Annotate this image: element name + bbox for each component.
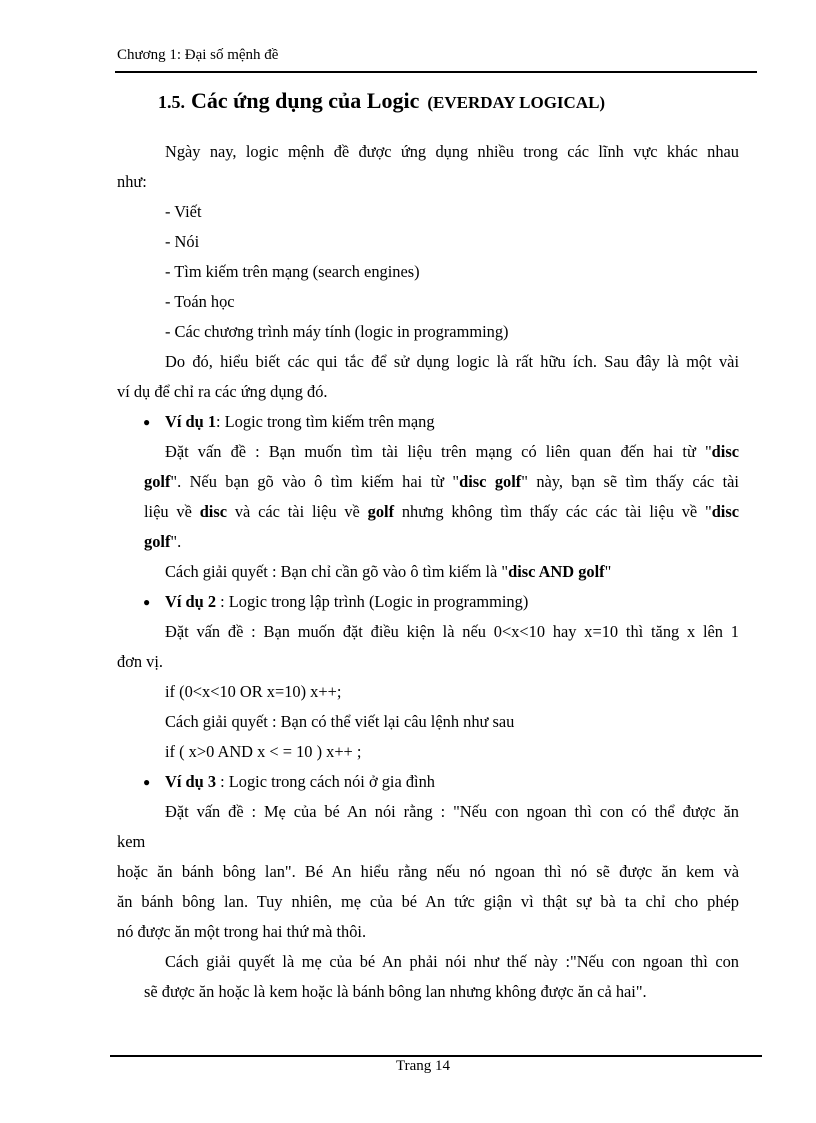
page-header: Chương 1: Đại số mệnh đề — [117, 47, 279, 63]
footer-rule — [110, 1055, 762, 1057]
paragraph-line: liệu về disc và các tài liệu về golf nhưng không tìm thấy các các tài liệu về "disc — [144, 502, 740, 521]
example-label: Ví dụ 1 — [165, 412, 217, 431]
example-title: : Logic trong cách nói ở gia đình — [216, 772, 435, 791]
example-title: : Logic trong lập trình (Logic in programming) — [216, 592, 529, 611]
paragraph-line: Đặt vấn đề : Mẹ của bé An nói rằng : "Nếu con ngoan thì con có thể được ăn — [165, 802, 739, 821]
solution-line: Cách giải quyết : Bạn có thể viết lại câu lệnh như sau — [165, 712, 515, 731]
intro-paragraph-line: Ngày nay, logic mệnh đề được ứng dụng nhiều trong các lĩnh vực khác nhau — [165, 142, 739, 161]
example-3-heading — [117, 767, 739, 797]
example-title: : Logic trong tìm kiếm trên mạng — [216, 412, 435, 431]
paragraph-line: golf". Nếu bạn gõ vào ô tìm kiếm hai từ "disc golf" này, bạn sẽ tìm thấy các tài — [144, 472, 739, 491]
section-heading — [158, 88, 605, 114]
example-1-heading — [117, 407, 739, 437]
section-subtitle: (EVERDAY LOGICAL) — [427, 93, 606, 112]
list-item: - Viết — [165, 202, 202, 221]
bullet-icon: ● — [143, 415, 151, 429]
code-line: if ( x>0 AND x < = 10 ) x++ ; — [165, 742, 362, 761]
paragraph-line: Đặt vấn đề : Bạn muốn tìm tài liệu trên mạng có liên quan đến hai từ "disc — [165, 442, 739, 461]
code-line: if (0<x<10 OR x=10) x++; — [165, 682, 342, 701]
paragraph-line: Do đó, hiểu biết các qui tắc để sử dụng logic là rất hữu ích. Sau đây là một vài — [165, 352, 739, 371]
solution-line: Cách giải quyết : Bạn chỉ cần gõ vào ô tìm kiếm là "disc AND golf" — [165, 562, 612, 581]
paragraph-line: Đặt vấn đề : Bạn muốn đặt điều kiện là nếu 0<x<10 hay x=10 thì tăng x lên 1 — [165, 622, 739, 641]
example-label: Ví dụ 2 — [165, 592, 217, 611]
paragraph-line: ví dụ để chỉ ra các ứng dụng đó. — [117, 382, 328, 401]
header-rule — [115, 71, 757, 73]
list-item: - Các chương trình máy tính (logic in programming) — [165, 322, 509, 341]
paragraph-line: nó được ăn một trong hai thứ mà thôi. — [117, 922, 367, 941]
paragraph-line: kem — [117, 832, 146, 851]
list-item: - Nói — [165, 232, 200, 251]
bullet-icon: ● — [143, 775, 151, 789]
section-number: 1.5. — [158, 92, 185, 112]
list-item: - Tìm kiếm trên mạng (search engines) — [165, 262, 420, 281]
intro-paragraph-line: như: — [117, 172, 147, 191]
page-number: Trang 14 — [395, 1058, 451, 1074]
section-title: Các ứng dụng của Logic — [191, 88, 420, 113]
list-item: - Toán học — [165, 292, 235, 311]
bullet-icon: ● — [143, 595, 151, 609]
example-2-heading — [117, 587, 739, 617]
paragraph-line: ăn bánh bông lan. Tuy nhiên, mẹ của bé An tức giận vì thật sự bà ta chỉ cho phép — [117, 892, 739, 911]
example-label: Ví dụ 3 — [165, 772, 217, 791]
solution-line: sẽ được ăn hoặc là kem hoặc là bánh bông lan nhưng không được ăn cả hai". — [144, 982, 647, 1001]
page-body — [117, 137, 739, 1007]
paragraph-line: golf". — [144, 532, 182, 551]
paragraph-line: đơn vị. — [117, 652, 164, 671]
solution-line: Cách giải quyết là mẹ của bé An phải nói như thế này :"Nếu con ngoan thì con — [165, 952, 739, 971]
paragraph-line: hoặc ăn bánh bông lan". Bé An hiểu rằng nếu nó ngoan thì nó sẽ được ăn kem và — [117, 862, 739, 881]
